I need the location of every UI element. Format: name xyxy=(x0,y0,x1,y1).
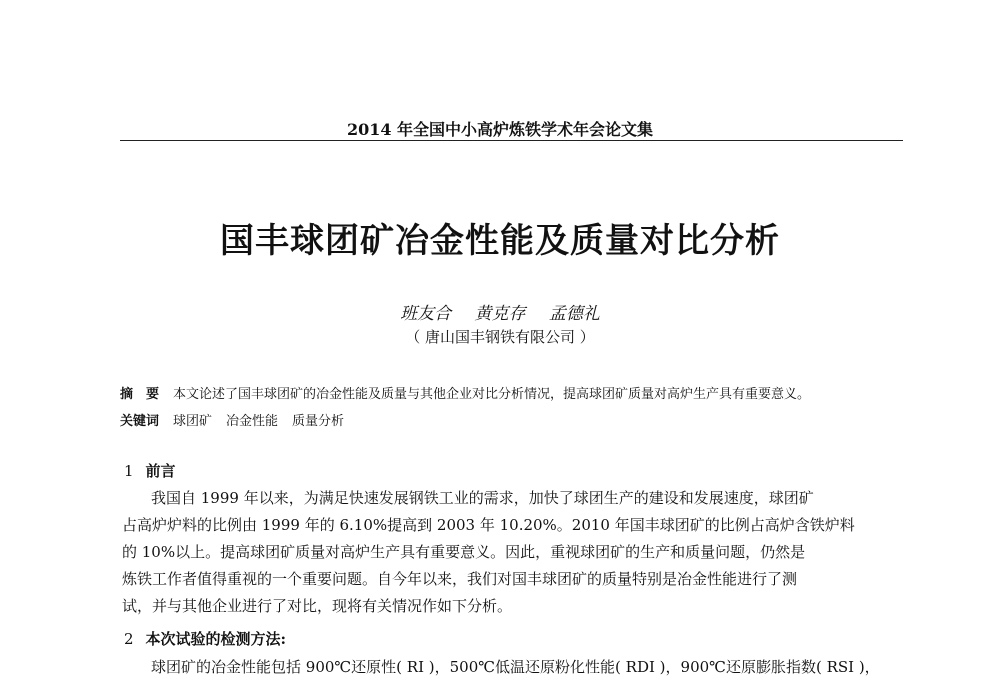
keywords-label: 关键词 xyxy=(120,414,160,429)
keyword: 质量分析 xyxy=(292,414,345,429)
paragraph-line: 球团矿的冶金性能包括 900℃还原性( RI )，500℃低温还原粉化性能( RDI )，900℃还原膨胀指数( RSI )， xyxy=(151,658,880,676)
paragraph-line: 炼铁工作者值得重视的一个重要问题。自今年以来，我们对国丰球团矿的质量特别是冶金性能进行了测 xyxy=(122,570,798,588)
section-title: 本次试验的检测方法: xyxy=(145,630,287,648)
paragraph-line: 我国自 1999 年以来，为满足快速发展钢铁工业的需求，加快了球团生产的建设和发展速度，球团矿 xyxy=(151,489,814,507)
section-heading xyxy=(124,460,176,481)
paragraph-line: 占高炉炉料的比例由 1999 年的 6.10%提高到 2003 年 10.20%。2010 年国丰球团矿的比例占高炉含铁炉料 xyxy=(122,516,855,534)
keywords xyxy=(120,410,358,429)
author-list xyxy=(0,299,1000,324)
paragraph-line: 试，并与其他企业进行了对比，现将有关情况作如下分析。 xyxy=(122,597,513,615)
paper-title: 国丰球团矿冶金性能及质量对比分析 xyxy=(220,221,780,261)
header-rule xyxy=(120,140,903,141)
abstract-text: 本文论述了国丰球团矿的冶金性能及质量与其他企业对比分析情况，提高球团矿质量对高炉生产具有重要意义。 xyxy=(173,387,811,402)
running-header: 2014 年全国中小高炉炼铁学术年会论文集 xyxy=(346,120,654,139)
keyword: 球团矿 xyxy=(173,414,213,429)
affiliation: （ 唐山国丰钢铁有限公司 ） xyxy=(405,328,595,346)
abstract-label: 摘 要 xyxy=(120,387,160,402)
abstract xyxy=(120,383,810,402)
section-heading xyxy=(124,628,286,649)
paragraph-line: 的 10%以上。提高球团矿质量对高炉生产具有重要意义。因此，重视球团矿的生产和质量问题，仍然是 xyxy=(122,543,806,561)
author: 孟德礼 xyxy=(548,304,600,324)
section-number: 1 xyxy=(124,462,134,480)
section-number: 2 xyxy=(124,630,134,648)
author: 班友合 xyxy=(400,304,452,324)
keyword: 冶金性能 xyxy=(226,414,279,429)
author: 黄克存 xyxy=(474,304,526,324)
section-title: 前言 xyxy=(145,462,176,480)
